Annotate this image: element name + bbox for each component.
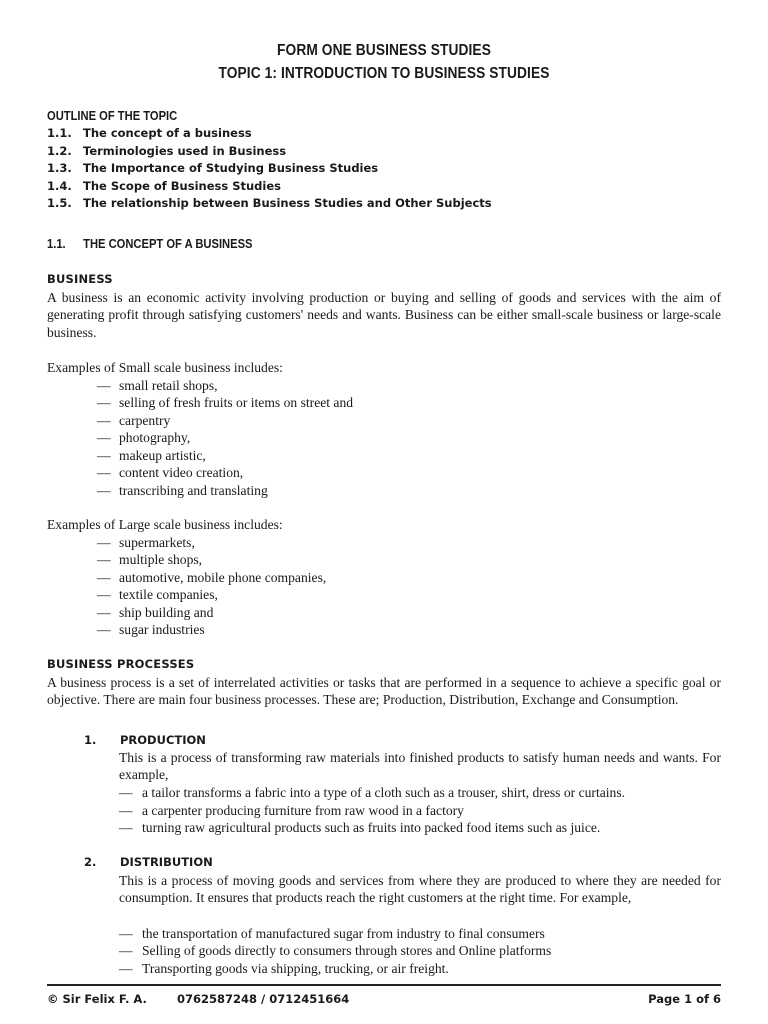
list-item: — the transportation of manufactured sugar from industry to final consumers (119, 925, 545, 941)
production-text: This is a process of transforming raw materials into finished products to satisfy human needs and wants. For example, (119, 750, 721, 783)
outline-item: 1.1. The concept of a business (47, 126, 252, 140)
list-item: — transcribing and translating (97, 482, 268, 498)
list-item: — a tailor transforms a fabric into a type of a cloth such as a trouser, shirt, dress or curtains. (119, 785, 626, 800)
list-item: — multiple shops, (97, 552, 203, 567)
list-item: — textile companies, (97, 587, 218, 602)
outline-item: 1.2. Terminologies used in Business (47, 143, 287, 158)
list-item: — ship building and (97, 604, 214, 620)
list-item: — supermarkets, (97, 534, 195, 550)
outline-item: 1.4. The Scope of Business Studies (47, 178, 281, 193)
business-heading: BUSINESS (47, 272, 113, 286)
outline-item: 1.5. The relationship between Business Studies and Other Subjects (47, 196, 492, 210)
outline-heading: OUTLINE OF THE TOPIC (47, 108, 178, 123)
processes-heading: BUSINESS PROCESSES (47, 657, 195, 671)
list-item: — sugar industries (97, 622, 205, 637)
business-definition: A business is an economic activity involving production or buying and selling of goods and services with the aim of generating profit through satisfying customers' needs and wants. Business can be either small-scale business or large-scale business. (47, 290, 721, 340)
list-item: — a carpenter producing furniture from raw wood in a factory (119, 802, 464, 818)
small-scale-intro: Examples of Small scale business includes: (47, 360, 283, 375)
list-item: — turning raw agricultural products such as fruits into packed food items such as juice. (119, 820, 601, 835)
list-item: — automotive, mobile phone companies, (97, 569, 327, 585)
footer-author: © Sir Felix F. A. (47, 992, 147, 1006)
list-item: — photography, (97, 430, 191, 445)
footer-divider (47, 984, 721, 986)
large-scale-intro: Examples of Large scale business includes: (47, 517, 283, 532)
processes-intro: A business process is a set of interrelated activities or tasks that are performed in a sequence to achieve a specific goal or objective. There are main four business processes. These are; Production, Distribution, Exchange and Consumption. (47, 675, 721, 708)
footer-page-number: Page 1 of 6 (648, 992, 721, 1006)
list-item: — content video creation, (97, 465, 244, 480)
distribution-text: This is a process of moving goods and services from where they are produced to where they are needed for consumption. It ensures that products reach the right customers at the right time. For example, (119, 873, 721, 906)
list-item: — carpentry (97, 412, 171, 428)
document-subtitle: TOPIC 1: INTRODUCTION TO BUSINESS STUDIES (218, 65, 550, 82)
footer-phones: 0762587248 / 0712451664 (177, 992, 350, 1006)
list-item: — Selling of goods directly to consumers through stores and Online platforms (119, 943, 552, 958)
list-item: — small retail shops, (97, 377, 218, 393)
distribution-heading: 2. DISTRIBUTION (84, 855, 213, 869)
list-item: — Transporting goods via shipping, trucking, or air freight. (119, 960, 449, 976)
production-heading: 1. PRODUCTION (84, 733, 206, 747)
list-item: — makeup artistic, (97, 447, 206, 463)
document-title: FORM ONE BUSINESS STUDIES (277, 42, 491, 59)
outline-item: 1.3. The Importance of Studying Business Studies (47, 161, 379, 175)
section-heading: 1.1. THE CONCEPT OF A BUSINESS (47, 236, 253, 251)
list-item: — selling of fresh fruits or items on street and (97, 395, 354, 410)
